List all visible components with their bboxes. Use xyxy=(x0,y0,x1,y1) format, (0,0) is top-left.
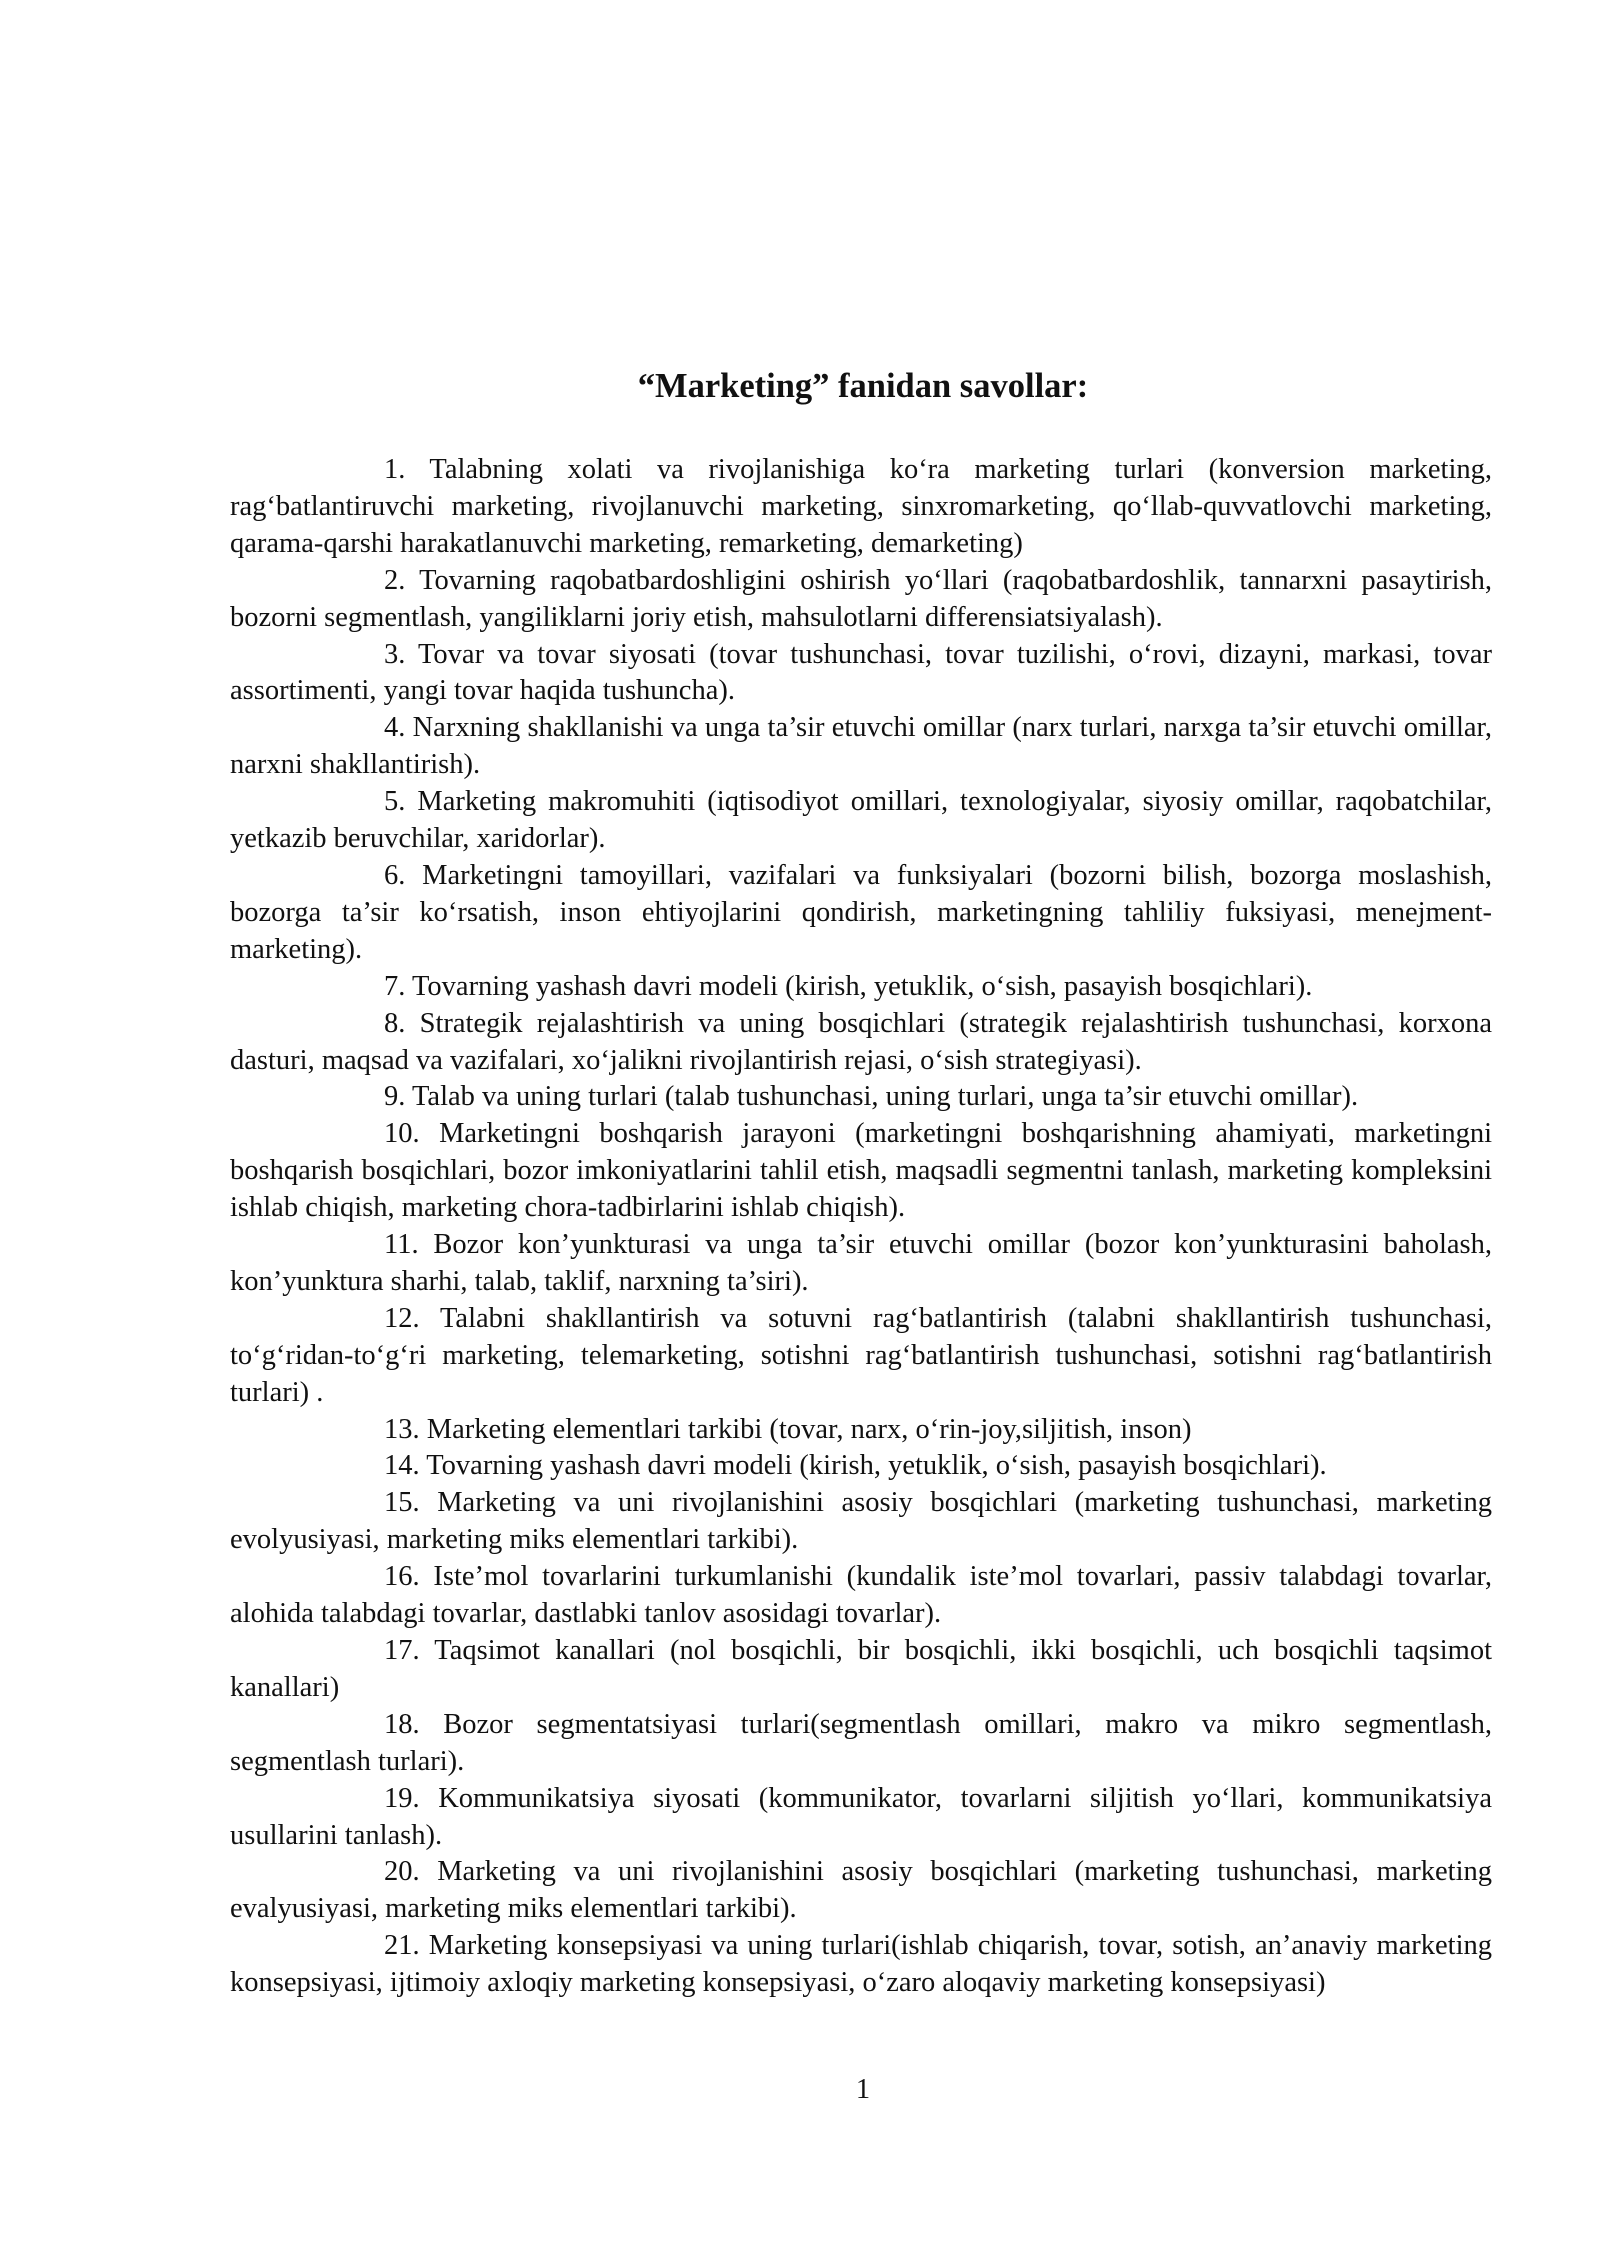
question-number: 20. xyxy=(384,1856,420,1888)
question-text: Marketing konsepsiyasi va uning turlari(ishlab chiqarish, tovar, sotish, an’anaviy marketing konsepsiyasi, ijtimoiy axloqiy marketing konsepsiyasi, o‘zaro aloqaviy marketing konsepsiyasi) xyxy=(230,1930,1492,1999)
question-item xyxy=(230,1633,1492,1707)
question-item xyxy=(230,637,1492,711)
question-item xyxy=(230,969,1492,1006)
question-text: Marketing va uni rivojlanishini asosiy bosqichlari (marketing tushunchasi, marketing evalyusiyasi, marketing miks elementlari tarkibi). xyxy=(230,1856,1492,1925)
question-item xyxy=(230,1781,1492,1855)
question-text: Tovarning yashash davri modeli (kirish, yetuklik, o‘sish, pasayish bosqichlari). xyxy=(412,970,1313,1002)
question-number: 17. xyxy=(384,1635,420,1666)
question-text: Strategik rejalashtirish va uning bosqichlari (strategik rejalashtirish tushunchasi, korxona dasturi, maqsad va vazifalari, xo‘jalikni rivojlantirish rejasi, o‘sish strategiyasi). xyxy=(230,1007,1493,1076)
question-item xyxy=(230,1485,1492,1559)
question-number: 15. xyxy=(384,1487,420,1519)
question-text: Talab va uning turlari (talab tushunchasi, uning turlari, unga ta’sir etuvchi omillar). xyxy=(412,1081,1359,1113)
question-item xyxy=(230,1116,1492,1227)
question-item xyxy=(230,784,1492,858)
question-number: 5. xyxy=(384,786,406,818)
question-text: Tovar va tovar siyosati (tovar tushunchasi, tovar tuzilishi, o‘rovi, dizayni, markasi, tovar assortimenti, yangi tovar haqida tushuncha). xyxy=(230,638,1492,707)
question-text: Kommunikatsiya siyosati (kommunikator, tovarlarni siljitish yo‘llari, kommunikatsiya usullarini tanlash). xyxy=(230,1782,1492,1851)
question-item xyxy=(230,1227,1492,1301)
question-number: 1. xyxy=(384,454,406,485)
question-text: Marketing makromuhiti (iqtisodiyot omillari, texnologiyalar, siyosiy omillar, raqobatchilar, yetkazib beruvchilar, xaridorlar). xyxy=(230,786,1493,855)
question-number: 18. xyxy=(384,1708,420,1740)
question-item xyxy=(230,1707,1492,1781)
question-item xyxy=(230,1928,1492,2002)
question-text: Marketing elementlari tarkibi (tovar, narx, o‘rin-joy,siljitish, inson) xyxy=(426,1413,1192,1445)
question-item xyxy=(230,858,1492,969)
question-number: 9. xyxy=(384,1081,406,1113)
question-item xyxy=(230,563,1492,637)
question-number: 19. xyxy=(384,1782,420,1814)
question-item xyxy=(230,1559,1492,1633)
question-text: Bozor kon’yunkturasi va unga ta’sir etuvchi omillar (bozor kon’yunkturasini baholash, kon’yunktura sharhi, talab, taklif, narxning ta’siri). xyxy=(230,1229,1493,1297)
question-number: 11. xyxy=(384,1229,419,1261)
question-text: Marketing va uni rivojlanishini asosiy bosqichlari (marketing tushunchasi, marketing evolyusiyasi, marketing miks elementlari tarkibi). xyxy=(230,1487,1492,1556)
question-text: Iste’mol tovarlarini turkumlanishi (kundalik iste’mol tovarlari, passiv talabdagi tovarlar, alohida talabdagi tovarlar, dastlabki tanlov asosidagi tovarlar). xyxy=(230,1561,1493,1630)
question-text: Marketingni boshqarish jarayoni (marketingni boshqarishning ahamiyati, marketingni boshqarish bosqichlari, bozor imkoniyatlarini tahlil etish, maqsadli segmentni tanlash, marketing kompleksini ishlab chiqish, marketing chora-tadbirlarini ishlab chiqish). xyxy=(230,1118,1492,1224)
question-item xyxy=(230,452,1492,563)
question-number: 21. xyxy=(384,1930,420,1962)
question-number: 2. xyxy=(384,564,406,596)
document-title: “Marketing” fanidan savollar: xyxy=(637,367,1089,405)
question-text: Talabni shakllantirish va sotuvni rag‘batlantirish (talabni shakllantirish tushunchasi, to‘g‘ridan-to‘g‘ri marketing, telemarketing, sotishni rag‘batlantirish tushunchasi, sotishni rag‘batlantirish turlari) . xyxy=(230,1302,1492,1408)
question-number: 13. xyxy=(384,1413,420,1445)
question-number: 7. xyxy=(384,970,406,1002)
questions-list xyxy=(230,452,1492,2002)
question-number: 8. xyxy=(384,1007,406,1039)
question-number: 6. xyxy=(384,859,406,891)
question-number: 4. xyxy=(384,712,406,744)
question-number: 3. xyxy=(384,638,406,670)
question-item xyxy=(230,1854,1492,1928)
question-text: Talabning xolati va rivojlanishiga ko‘ra marketing turlari (konversion marketing, rag‘batlantiruvchi marketing, rivojlanuvchi marketing, sinxromarketing, qo‘llab-quvvatlovchi marketing, qarama-qarshi harakatlanuvchi marketing, remarketing, demarketing) xyxy=(230,454,1492,559)
question-item xyxy=(230,1006,1492,1080)
question-item xyxy=(230,1301,1492,1412)
question-item xyxy=(230,1079,1492,1116)
question-item xyxy=(230,1412,1492,1449)
question-number: 10. xyxy=(384,1118,420,1150)
question-text: Tovarning raqobatbardoshligini oshirish yo‘llari (raqobatbardoshlik, tannarxni pasaytirish, bozorni segmentlash, yangiliklarni joriy etish, mahsulotlarni differensiatsiyalash). xyxy=(230,564,1492,633)
question-item xyxy=(230,1448,1492,1485)
question-text: Marketingni tamoyillari, vazifalari va funksiyalari (bozorni bilish, bozorga moslashish, bozorga ta’sir ko‘rsatish, inson ehtiyojlarini qondirish, marketingning tahliliy fuksiyasi, menejment-marketing). xyxy=(230,859,1492,965)
question-number: 12. xyxy=(384,1302,420,1334)
question-text: Taqsimot kanallari (nol bosqichli, bir bosqichli, ikki bosqichli, uch bosqichli taqsimot kanallari) xyxy=(230,1635,1492,1703)
question-text: Tovarning yashash davri modeli (kirish, yetuklik, o‘sish, pasayish bosqichlari). xyxy=(426,1450,1327,1482)
question-number: 16. xyxy=(384,1561,420,1593)
question-text: Narxning shakllanishi va unga ta’sir etuvchi omillar (narx turlari, narxga ta’sir etuvchi omillar, narxni shakllantirish). xyxy=(230,712,1492,781)
question-text: Bozor segmentatsiyasi turlari(segmentlash omillari, makro va mikro segmentlash, segmentlash turlari). xyxy=(230,1708,1492,1777)
question-number: 14. xyxy=(384,1450,420,1482)
page-number: 1 xyxy=(855,2074,871,2105)
question-item xyxy=(230,710,1492,784)
